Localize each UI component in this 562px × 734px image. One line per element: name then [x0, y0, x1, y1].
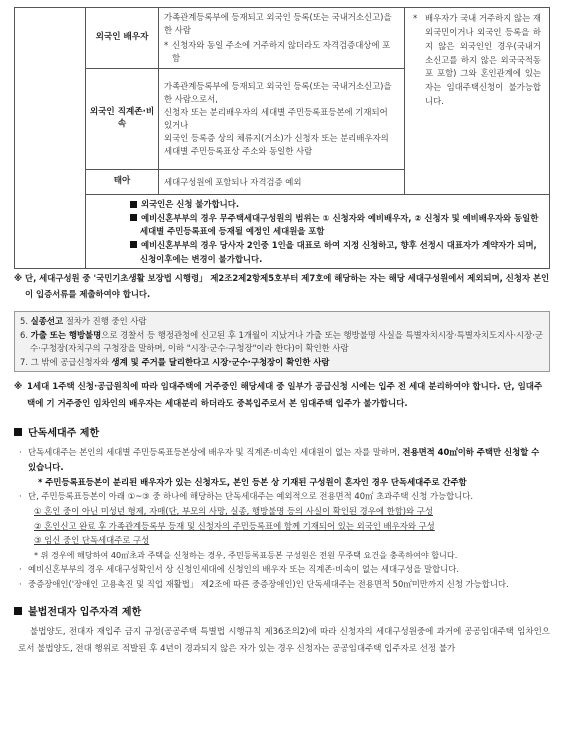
sub-item: ② 혼인신고 완료 후 가족관계등록부 등재 및 신청자의 주민등록표에 함께 기재되어 있는 외국인 배우자와 구성 [34, 520, 435, 531]
list-item: 5. 실종선고 절차가 진행 중인 사람 [20, 316, 147, 327]
note-mark: * [413, 13, 418, 23]
excluded-members-box [14, 311, 550, 372]
table-row [15, 8, 550, 69]
side-note-cell [405, 8, 550, 195]
list-item: 예비신혼부부의 경우 무주택세대구성원의 범위는 ① 신청자와 예비배우자, ② 신청자 및 예비배우자와 동일한 세대별 주민등록표에 등재될 예정인 세대원을 포함 [130, 212, 539, 239]
description-text: 가족관계등록부에 등재되고 외국인 등록(또는 국내거소신고)을 한 사람으로서, [164, 81, 392, 105]
section-heading: 단독세대주 제한 [14, 427, 550, 441]
list-item: 외국인은 신청 불가합니다. [130, 198, 539, 212]
description-cell: 세대구성원에 포함되나 자격검증 예외 [159, 170, 405, 195]
exclusion-note: ※ 단, 세대구성원 중 '국민기초생활 보장법 시행령」 제2조2제2항제5호부터 제7호에 해당하는 자는 해당 세대구성원에서 제외되며, 신청자 본인이 입증서류를 제출하여야 합니다. [14, 273, 550, 300]
description-cell [159, 69, 405, 170]
category-cell: 태아 [86, 170, 159, 195]
notice-bullets-cell [86, 195, 550, 269]
list-item: · 중증장애인('장애인 고용촉진 및 직업 재활법」 제2조에 따른 중증장애인)인 단독세대주는 전용면적 50㎡미만까지 신청 가능합니다. [19, 578, 509, 589]
list-item: 예비신혼부부의 경우 당사자 2인중 1인을 대표로 하여 지정 신청하고, 향후 선정시 대표자가 계약자가 되며, 신청이후에는 변경이 불가합니다. [130, 239, 539, 266]
sub-note: * 신청자와 동일 주소에 거주하지 않더라도 자격검증대상에 포함 [164, 40, 391, 64]
document-page [14, 7, 550, 658]
square-bullet-icon [130, 241, 137, 248]
table-row [15, 195, 550, 269]
side-note-text: 배우자가 국내 거주하지 않는 재외국민이거나 외국인 등록을 하지 않은 외국인인 경우(국내거소신고를 하지 않은 외국국적동포 포함) 그와 혼인관계에 있는 자는 임대주택신청이 불가능합니다. [425, 13, 541, 107]
description-text: 신청자 또는 분리배우자의 세대별 주민등록표등본에 기재되어 있거나 [164, 107, 388, 131]
square-bullet-icon [14, 428, 22, 436]
sub-item-note: * 위 경우에 해당하여 40㎡초과 주택을 신청하는 경우, 주민등록표등본 구성원은 전원 무주택 요건을 충족하여야 합니다. [34, 550, 458, 561]
sub-item: ① 혼인 중이 아닌 미성년 형제, 자매(단, 부모의 사망, 실종, 행방불명 등의 사실이 확인된 경우에 한함)와 구성 [34, 505, 433, 516]
household-separation-note: ※ 1세대 1주택 신청·공급원칙에 따라 임대주택에 거주중인 해당세대 중 일부가 공급신청 시에는 입주 전 세대 분리하여야 합니다. 단, 임대주택에 기 거주중인 임차인의 배우자는 세대분리 하더라도 중복입주로서 본 임대주택 입주가 불가합니다. [14, 382, 543, 410]
list-item: 7. 그 밖에 공급신청자와 생계 및 주거를 달리한다고 시장·군수·구청장이 확인한 사람 [20, 356, 330, 367]
list-item: · 단독세대주는 본인의 세대별 주민등록표등본상에 배우자 및 직계존·비속인 세대원이 없는 자를 말하며, 전용면적 40㎡이하 주택만 신청할 수 있습니다. [19, 447, 540, 472]
square-bullet-icon [130, 201, 137, 208]
blank-column [15, 8, 86, 269]
category-cell: 외국인 직계존·비속 [86, 69, 159, 170]
list-item-note: * 주민등록표등본이 분리된 배우자가 있는 신청자도, 본인 등본 상 기재된 구성원이 혼자인 경우 단독세대주로 간주함 [38, 476, 467, 487]
list-item: · 예비신혼부부의 경우 세대구성확인서 상 신청인세대에 신청인의 배우자 또는 직계존·비속이 없는 세대구성을 말합니다. [19, 564, 460, 575]
square-bullet-icon [14, 607, 22, 615]
list-item: · 단, 주민등록표등본이 아래 ①~③ 중 하나에 해당하는 단독세대주는 예외적으로 전용면적 40㎡ 초과주택 신청 가능합니다. [19, 491, 474, 502]
list-item: 6. 가출 또는 행방불명으로 경찰서 등 행정관청에 신고된 후 1개월이 지났거나 가출 또는 행방불명 사실을 특별자치시장·특별자치도지사·시장·군수·구청장(자치구의 구청장을 말하며, 이하 "시장·군수·구청장"이라 한다)이 확인한 사람 [20, 329, 543, 354]
category-cell: 외국인 배우자 [86, 8, 159, 69]
square-bullet-icon [130, 214, 137, 221]
description-text: 외국인 등록증 상의 체류지(거소)가 신청자 또는 분리배우자의 세대별 주민등록표상 주소와 동일한 사람 [164, 133, 389, 157]
household-member-table [14, 7, 550, 269]
single-household-list [14, 445, 550, 591]
description-cell [159, 8, 405, 69]
section-heading: 불법전대자 입주자격 제한 [14, 606, 550, 620]
sub-item: ③ 임신 중인 단독세대주로 구성 [34, 535, 150, 546]
description-text: 가족관계등록부에 등재되고 외국인 등록(또는 국내거소신고)을 한 사람 [164, 12, 392, 36]
illegal-sublease-paragraph: 불법양도, 전대자 재입주 금지 규정(공공주택 특별법 시행규칙 제36조의2)에 따라 신청자의 세대구성원중에 과거에 공공임대주택 임차인으로서 불법양도, 전대 행위로 적발된 후 4년이 경과되지 않은 자가 있는 경우 신청자는 공공임대주택 입주자로 선정 불가 [18, 626, 550, 654]
